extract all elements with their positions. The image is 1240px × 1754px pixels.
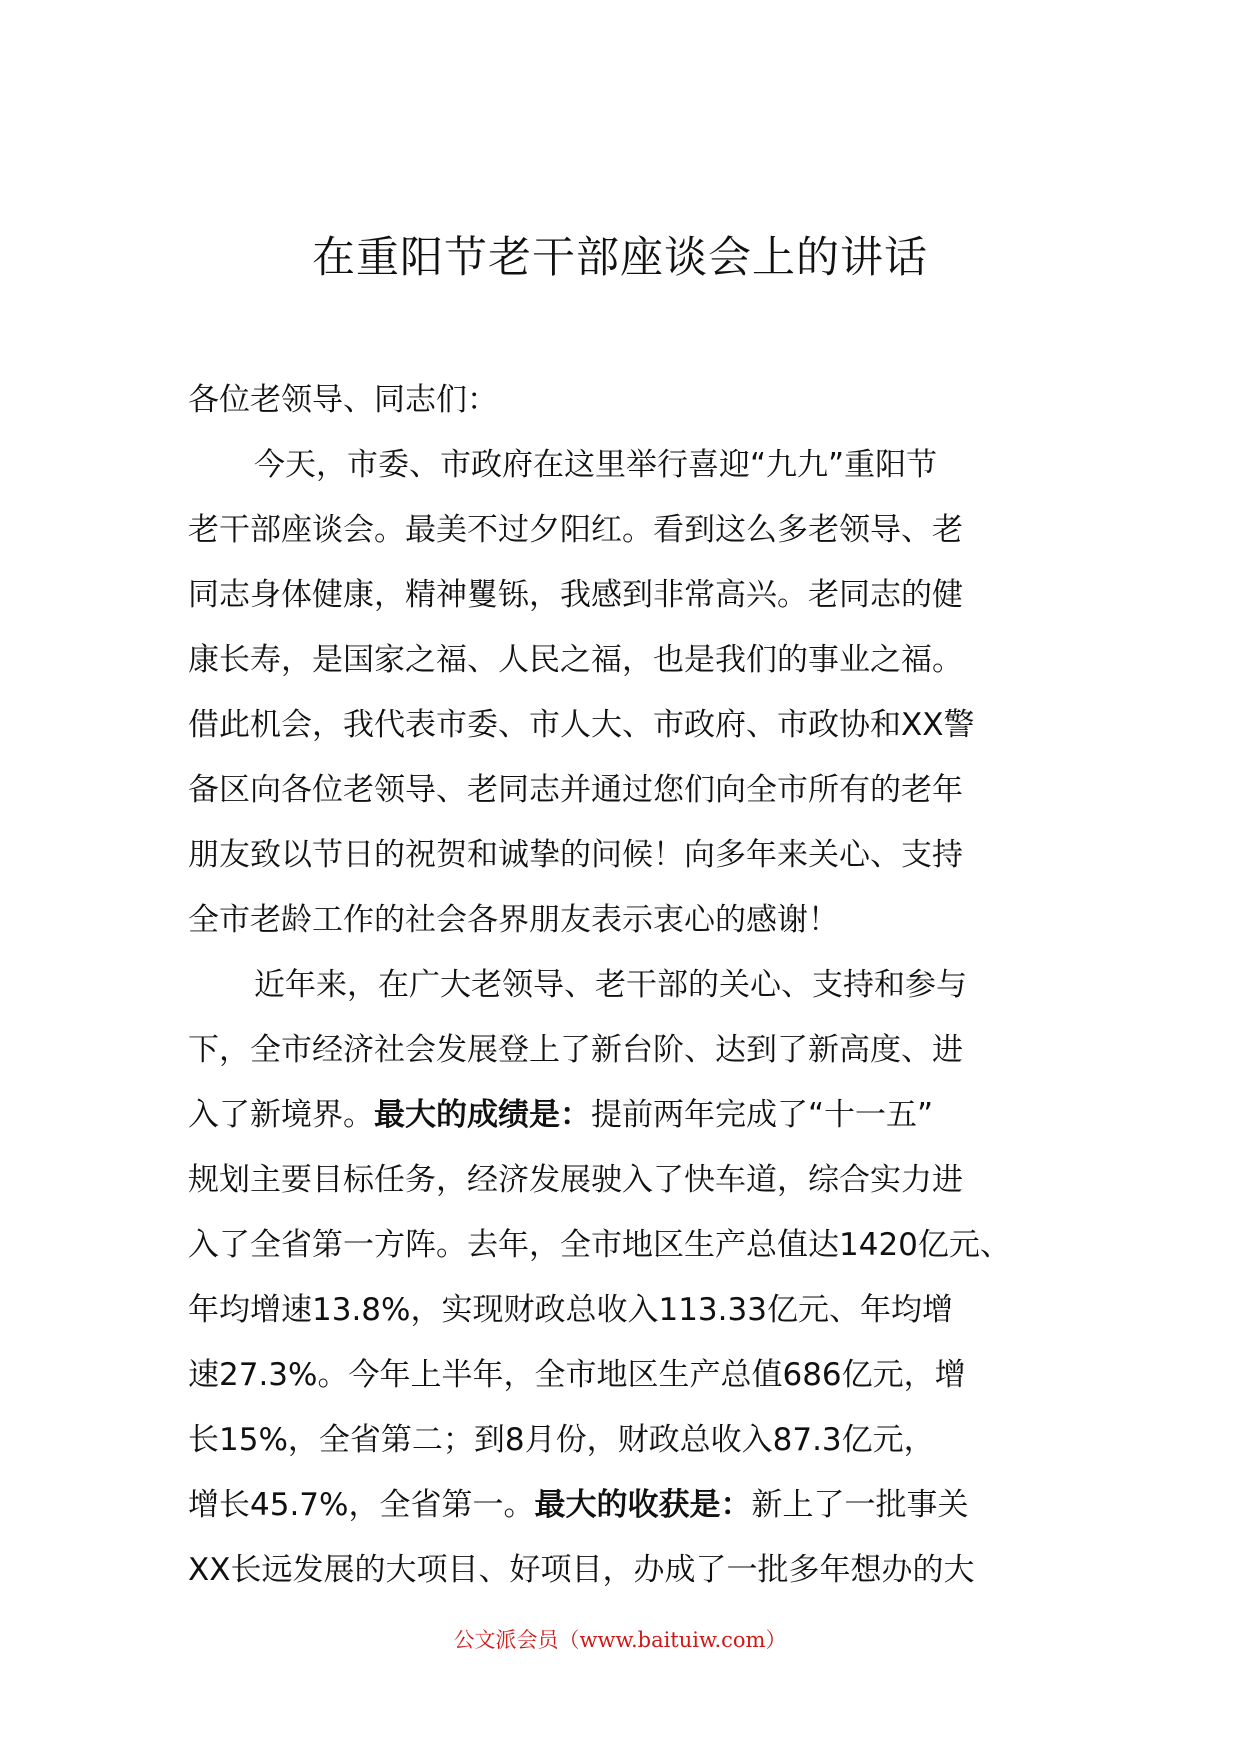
paragraph-line: 入了全省第一方阵。去年，全市地区生产总值达1420亿元、: [188, 1227, 1011, 1263]
paragraph-line: 近年来，在广大老领导、老干部的关心、支持和参与: [254, 967, 967, 1003]
paragraph-line: 速27.3%。今年上半年，全市地区生产总值686亿元，增: [188, 1357, 966, 1393]
paragraph-line: 规划主要目标任务，经济发展驶入了快车道，综合实力进: [188, 1162, 963, 1198]
paragraph-line: 同志身体健康，精神矍铄，我感到非常高兴。老同志的健: [188, 577, 963, 613]
page-title: 在重阳节老干部座谈会上的讲话: [312, 233, 928, 283]
bold-heading-achievement: 最大的成绩是：: [374, 1097, 591, 1133]
document-body: [188, 368, 1068, 1603]
text-run: 入了新境界。: [188, 1097, 374, 1133]
text-run: 新上了一批事关: [751, 1487, 969, 1523]
text-run: 增长45.7%，全省第一。: [188, 1487, 535, 1523]
salutation: 各位老领导、同志们：: [188, 382, 498, 418]
paragraph-line: 朋友致以节日的祝贺和诚挚的问候！向多年来关心、支持: [188, 837, 963, 873]
paragraph-line: XX长远发展的大项目、好项目，办成了一批多年想办的大: [188, 1552, 975, 1588]
footer-watermark: 公文派会员（www.baituiw.com）: [453, 1628, 787, 1652]
paragraph-line: 长15%，全省第二；到8月份，财政总收入87.3亿元，: [188, 1422, 935, 1458]
paragraph-line: [188, 1083, 1068, 1148]
paragraph-line: 康长寿，是国家之福、人民之福，也是我们的事业之福。: [188, 642, 963, 678]
paragraph-line: 老干部座谈会。最美不过夕阳红。看到这么多老领导、老: [188, 512, 963, 548]
paragraph-line: 下，全市经济社会发展登上了新台阶、达到了新高度、进: [188, 1032, 963, 1068]
paragraph-line: 备区向各位老领导、老同志并通过您们向全市所有的老年: [188, 772, 963, 808]
paragraph-line: 借此机会，我代表市委、市人大、市政府、市政协和XX警: [188, 707, 975, 743]
paragraph-line: 今天，市委、市政府在这里举行喜迎“九九”重阳节: [254, 447, 938, 483]
bold-heading-harvest: 最大的收获是：: [534, 1487, 752, 1523]
paragraph-line: [188, 1473, 1068, 1538]
text-run: 提前两年完成了“十一五”: [591, 1097, 934, 1133]
paragraph-line: 全市老龄工作的社会各界朋友表示衷心的感谢！: [188, 902, 839, 938]
paragraph-line: 年均增速13.8%，实现财政总收入113.33亿元、年均增: [188, 1292, 953, 1328]
